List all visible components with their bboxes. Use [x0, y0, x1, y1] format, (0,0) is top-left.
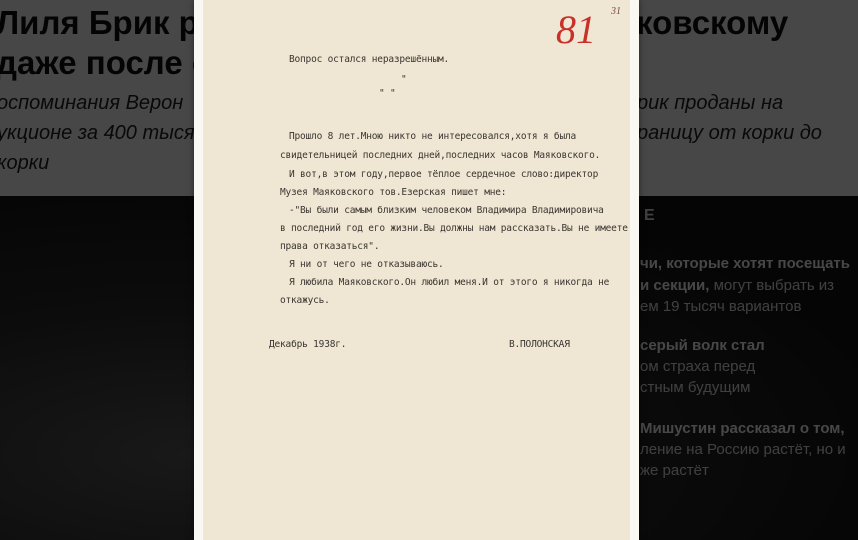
doc-line: Прошло 8 лет.Мною никто не интересовался,хотя я была: [289, 131, 577, 142]
lightbox-image: [194, 0, 639, 540]
doc-line: Я ни от чего не отказываюсь.: [289, 259, 444, 270]
doc-line: Музея Маяковского тов.Езерская пишет мне:: [280, 187, 507, 198]
doc-line: права отказаться".: [280, 241, 380, 252]
doc-line: Я любила Маяковского.Он любил меня.И от этого я никогда не: [289, 277, 610, 288]
doc-line: И вот,в этом году,первое тёплое сердечное слово:директор: [289, 169, 599, 180]
archive-page-number: 81: [556, 7, 596, 52]
doc-line: в последний год его жизни.Вы должны нам рассказать.Вы не имеете: [280, 223, 628, 234]
doc-line: откажусь.: [280, 295, 330, 306]
doc-signature: В.ПОЛОНСКАЯ: [509, 339, 570, 350]
doc-line: Вопрос остался неразрешённым.: [289, 54, 450, 65]
archive-page-number-small: 31: [611, 6, 621, 17]
doc-date: Декабрь 1938г.: [269, 339, 347, 350]
doc-line: -"Вы были самым близким человеком Владимира Владимировича: [289, 205, 604, 216]
doc-ditto: ": [401, 74, 407, 85]
doc-line: свидетельницей последних дней,последних часов Маяковского.: [280, 150, 601, 161]
doc-ditto: " ": [379, 88, 396, 99]
typewritten-document: [203, 0, 630, 540]
